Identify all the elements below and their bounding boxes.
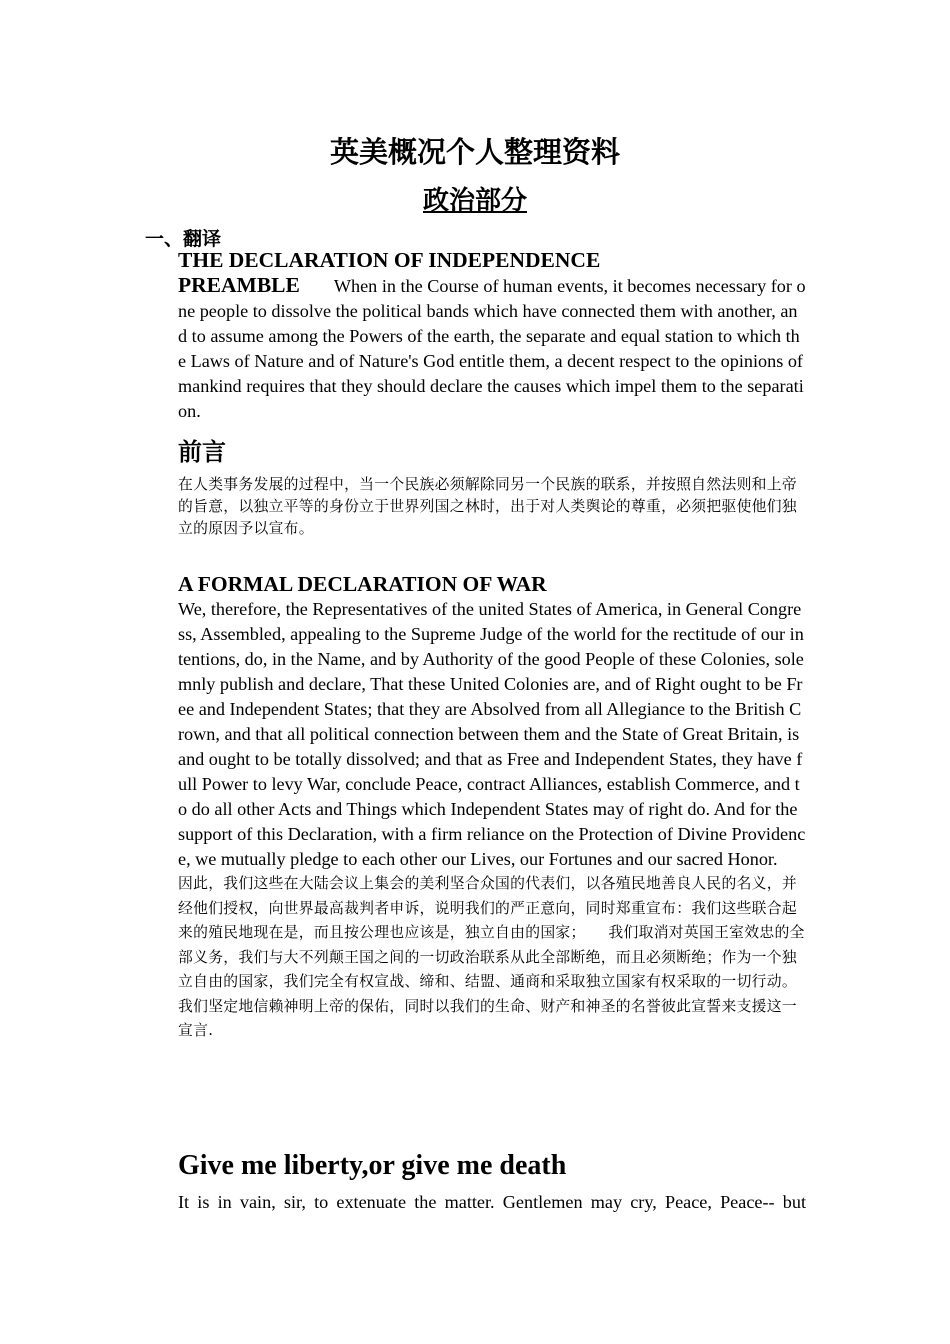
war-zh-text: 因此，我们这些在大陆会议上集会的美利坚合众国的代表们，以各殖民地善良人民的名义，并经他们授权，向世界最高裁判者申诉，说明我们的严正意向，同时郑重宣布：我们这些联合起来的殖民地现在是，而且按公理也应该是，独立自由的国家； 我们取消对英国王室效忠的全部义务，我们与大不列颠王国之间的一切政治联系从此全部断绝，而且必须断绝；作为一个独立自由的国家，我们完全有权宣战、缔和、结盟、通商和采取独立国家有权采取的一切行动。我们坚定地信赖神明上帝的保佑，同时以我们的生命、财产和神圣的名誉彼此宣誓来支援这一宣言.	[178, 875, 805, 1039]
declaration-heading: THE DECLARATION OF INDEPENDENCE	[178, 248, 601, 272]
liberty-section	[178, 1150, 806, 1215]
declaration-section	[178, 248, 806, 424]
liberty-text: It is in vain, sir, to extenuate the matter. Gentlemen may cry, Peace, Peace-- but	[178, 1192, 806, 1212]
war-text: We, therefore, the Representatives of the united States of America, in General Congress, Assembled, appealing to the Supreme Judge of the world for the rectitude of our intentions, do, in the Name, and by Authority of the good People of these Colonies, solemnly publish and declare, That these United Colonies are, and of Right ought to be Free and Independent States; that they are Absolved from all Allegiance to the British Crown, and that all political connection between them and the State of Great Britain, is and ought to be totally dissolved; and that as Free and Independent States, they have full Power to levy War, conclude Peace, contract Alliances, establish Commerce, and to do all other Acts and Things which Independent States may of right do. And for the support of this Declaration, with a firm reliance on the Protection of Divine Providence, we mutually pledge to each other our Lives, our Fortunes and our sacred Honor.	[178, 599, 806, 869]
preamble-zh-block	[178, 474, 806, 540]
preamble-zh-heading: 前言	[178, 437, 226, 466]
document-title: 英美概况个人整理资料	[329, 135, 620, 169]
preamble-zh-text: 在人类事务发展的过程中，当一个民族必须解除同另一个民族的联系，并按照自然法则和上帝的旨意，以独立平等的身份立于世界列国之林时，出于对人类舆论的尊重，必须把驱使他们独立的原因予以宣布。	[178, 476, 797, 537]
document-subtitle: 政治部分	[422, 186, 527, 216]
war-section	[178, 572, 806, 1044]
war-heading: A FORMAL DECLARATION OF WAR	[178, 572, 547, 596]
preamble-zh-section	[178, 432, 806, 467]
preamble-label: PREAMBLE	[178, 273, 300, 297]
section-heading-translation: 一、翻译	[145, 228, 222, 250]
preamble-text: When in the Course of human events, it becomes necessary for one people to dissolve the political bands which have connected them with another, and to assume among the Powers of the earth, the separate and equal station to which the Laws of Nature and of Nature's God entitle them, a decent respect to the opinions of mankind requires that they should declare the causes which impel them to the separation.	[178, 276, 806, 421]
liberty-heading: Give me liberty,or give me death	[178, 1150, 567, 1181]
preamble-paragraph	[178, 273, 806, 424]
